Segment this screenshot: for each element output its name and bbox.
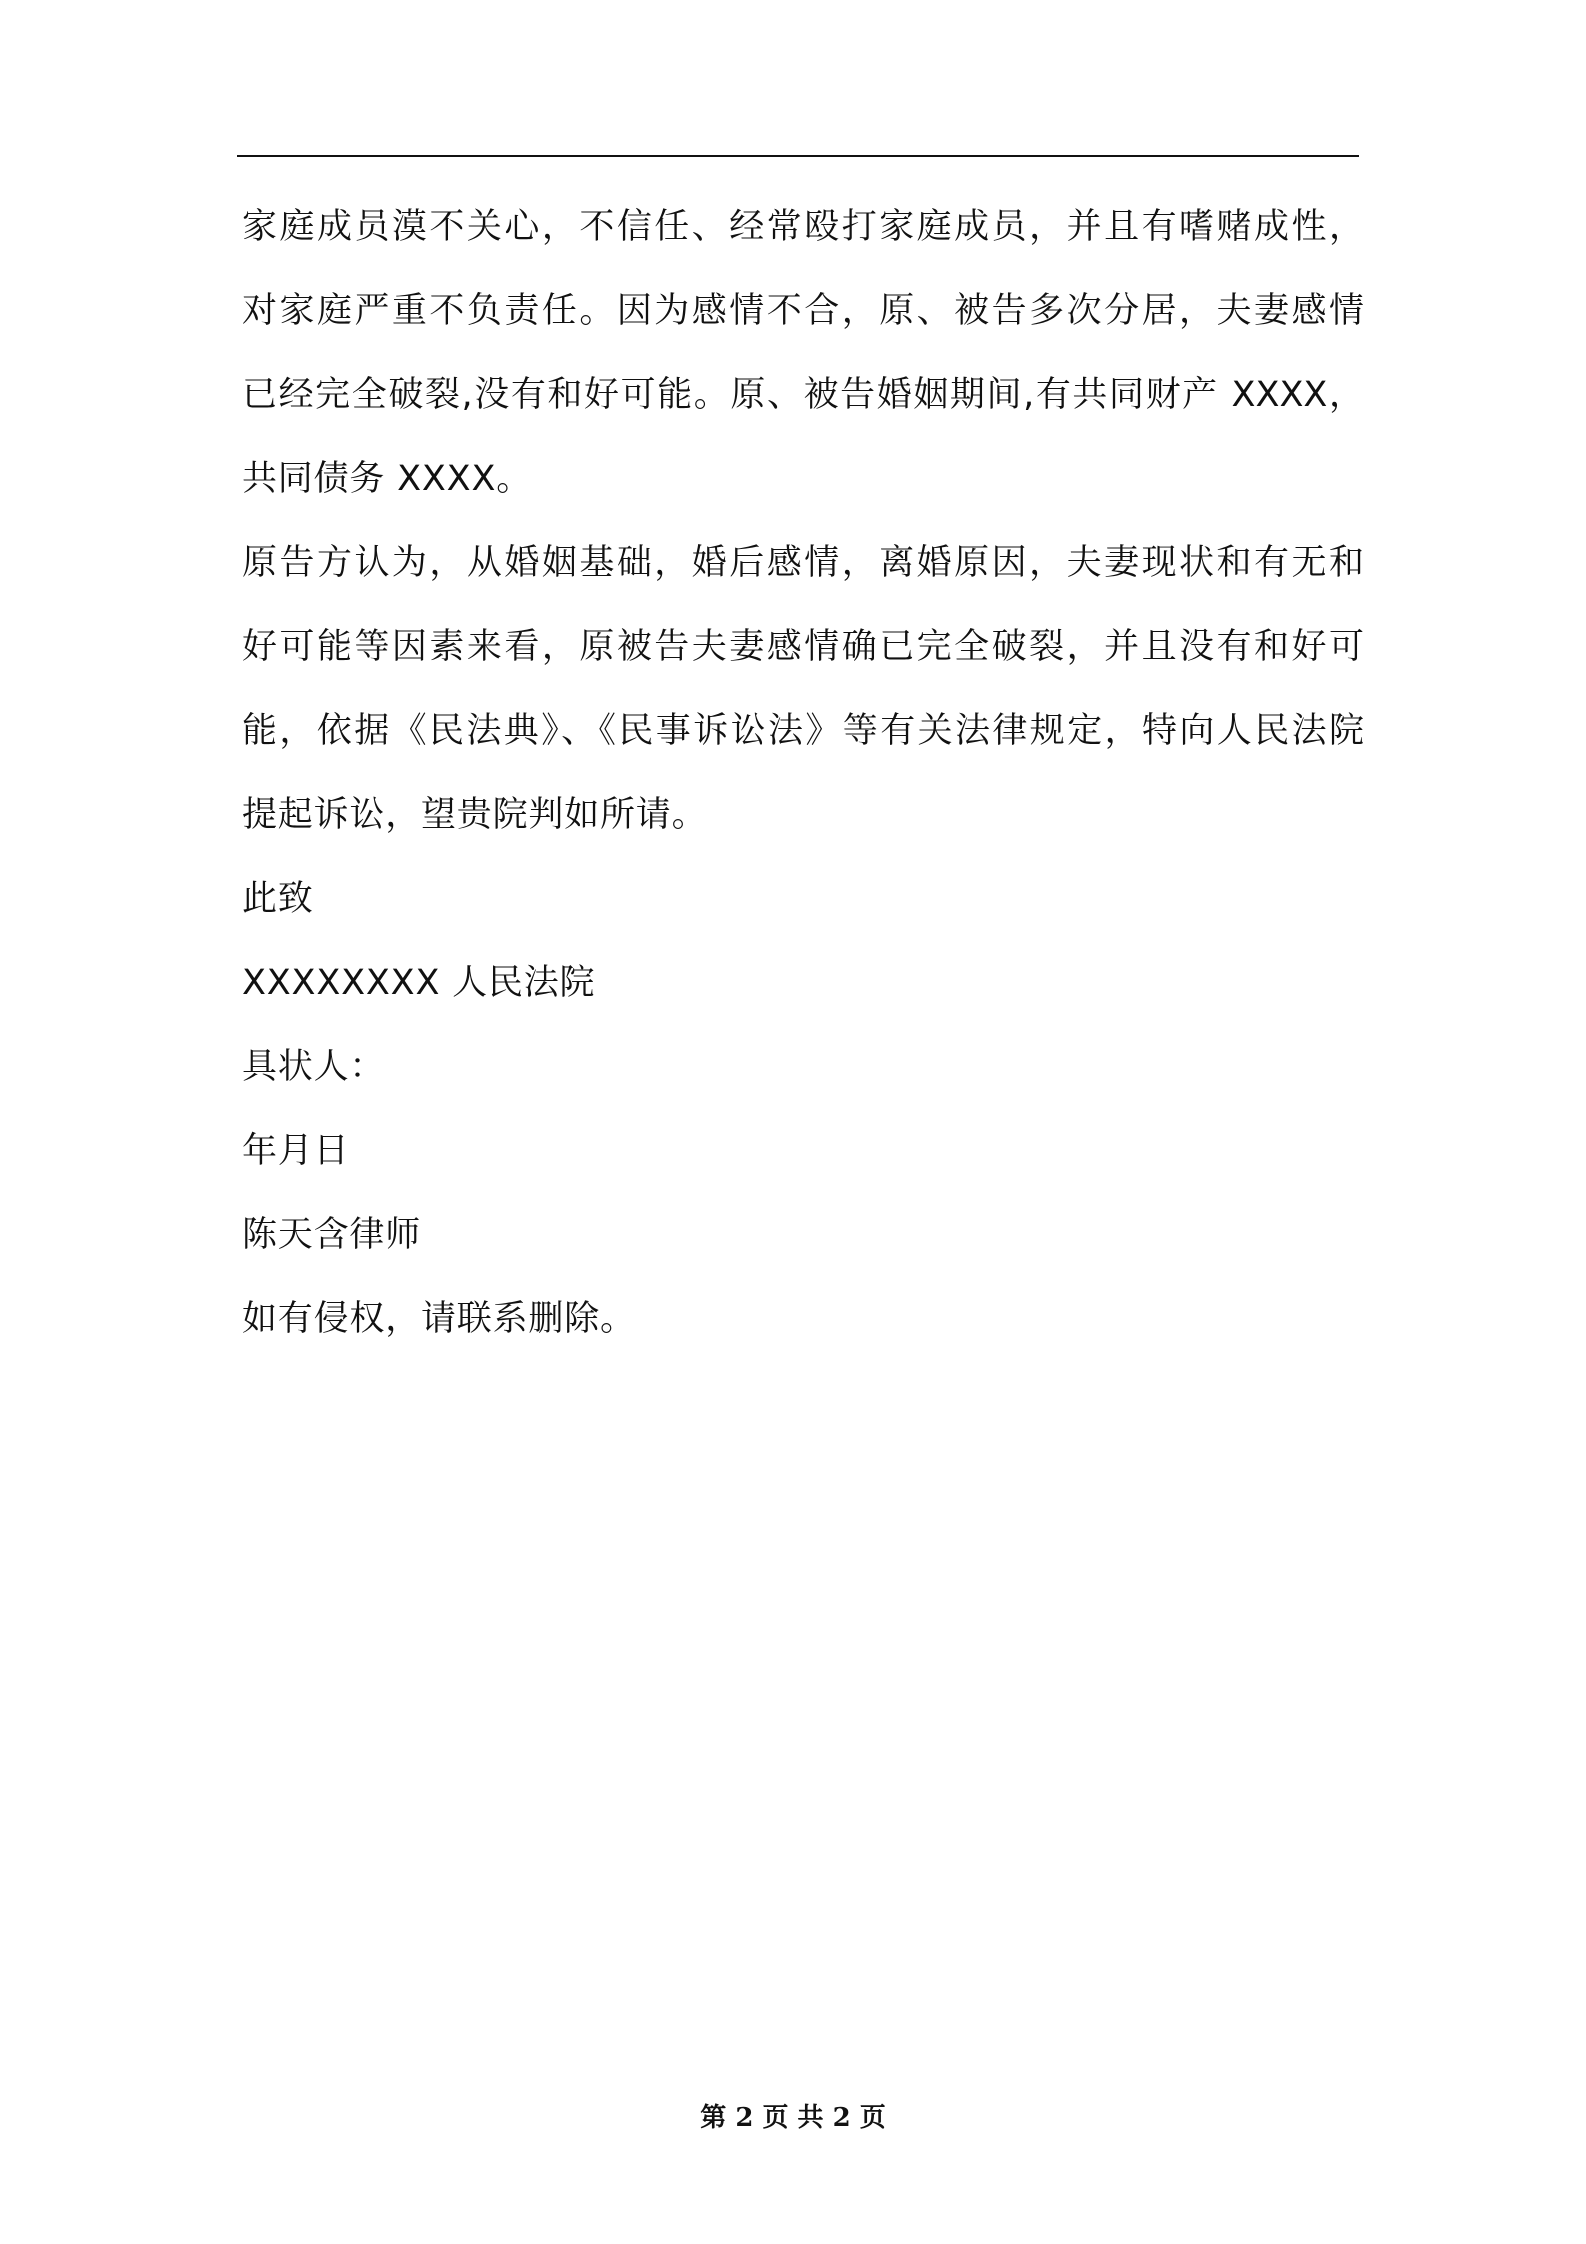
paragraph-2-line-2: 好可能等因素来看，原被告夫妻感情确已完全破裂，并且没有和好可 — [242, 627, 1364, 667]
page-indicator: 第 2 页 共 2 页 — [700, 2103, 886, 2133]
paragraph-1-line-4: 共同债务 XXXX。 — [242, 459, 533, 499]
paragraph-2-line-1: 原告方认为，从婚姻基础，婚后感情，离婚原因，夫妻现状和有无和 — [242, 543, 1364, 583]
signer-label: 具状人： — [242, 1047, 386, 1087]
document-body — [242, 185, 1364, 1361]
paragraph-2-line-4: 提起诉讼，望贵院判如所请。 — [242, 795, 708, 835]
paragraph-1-line-3: 已经完全破裂,没有和好可能。原、被告婚姻期间,有共同财产 XXXX， — [242, 375, 1364, 415]
paragraph-1-line-1: 家庭成员漠不关心，不信任、经常殴打家庭成员，并且有嗜赌成性， — [242, 207, 1364, 247]
paragraph-1-line-2: 对家庭严重不负责任。因为感情不合，原、被告多次分居，夫妻感情 — [242, 291, 1364, 331]
header-rule — [237, 155, 1359, 157]
date-label: 年月日 — [242, 1131, 350, 1171]
court-name: XXXXXXXX 人民法院 — [242, 963, 596, 1003]
lawyer-name: 陈天含律师 — [242, 1215, 422, 1255]
copyright-notice: 如有侵权，请联系删除。 — [242, 1299, 636, 1339]
salutation: 此致 — [242, 879, 314, 919]
paragraph-2-line-3: 能，依据《民法典》、《民事诉讼法》等有关法律规定，特向人民法院 — [242, 711, 1364, 751]
